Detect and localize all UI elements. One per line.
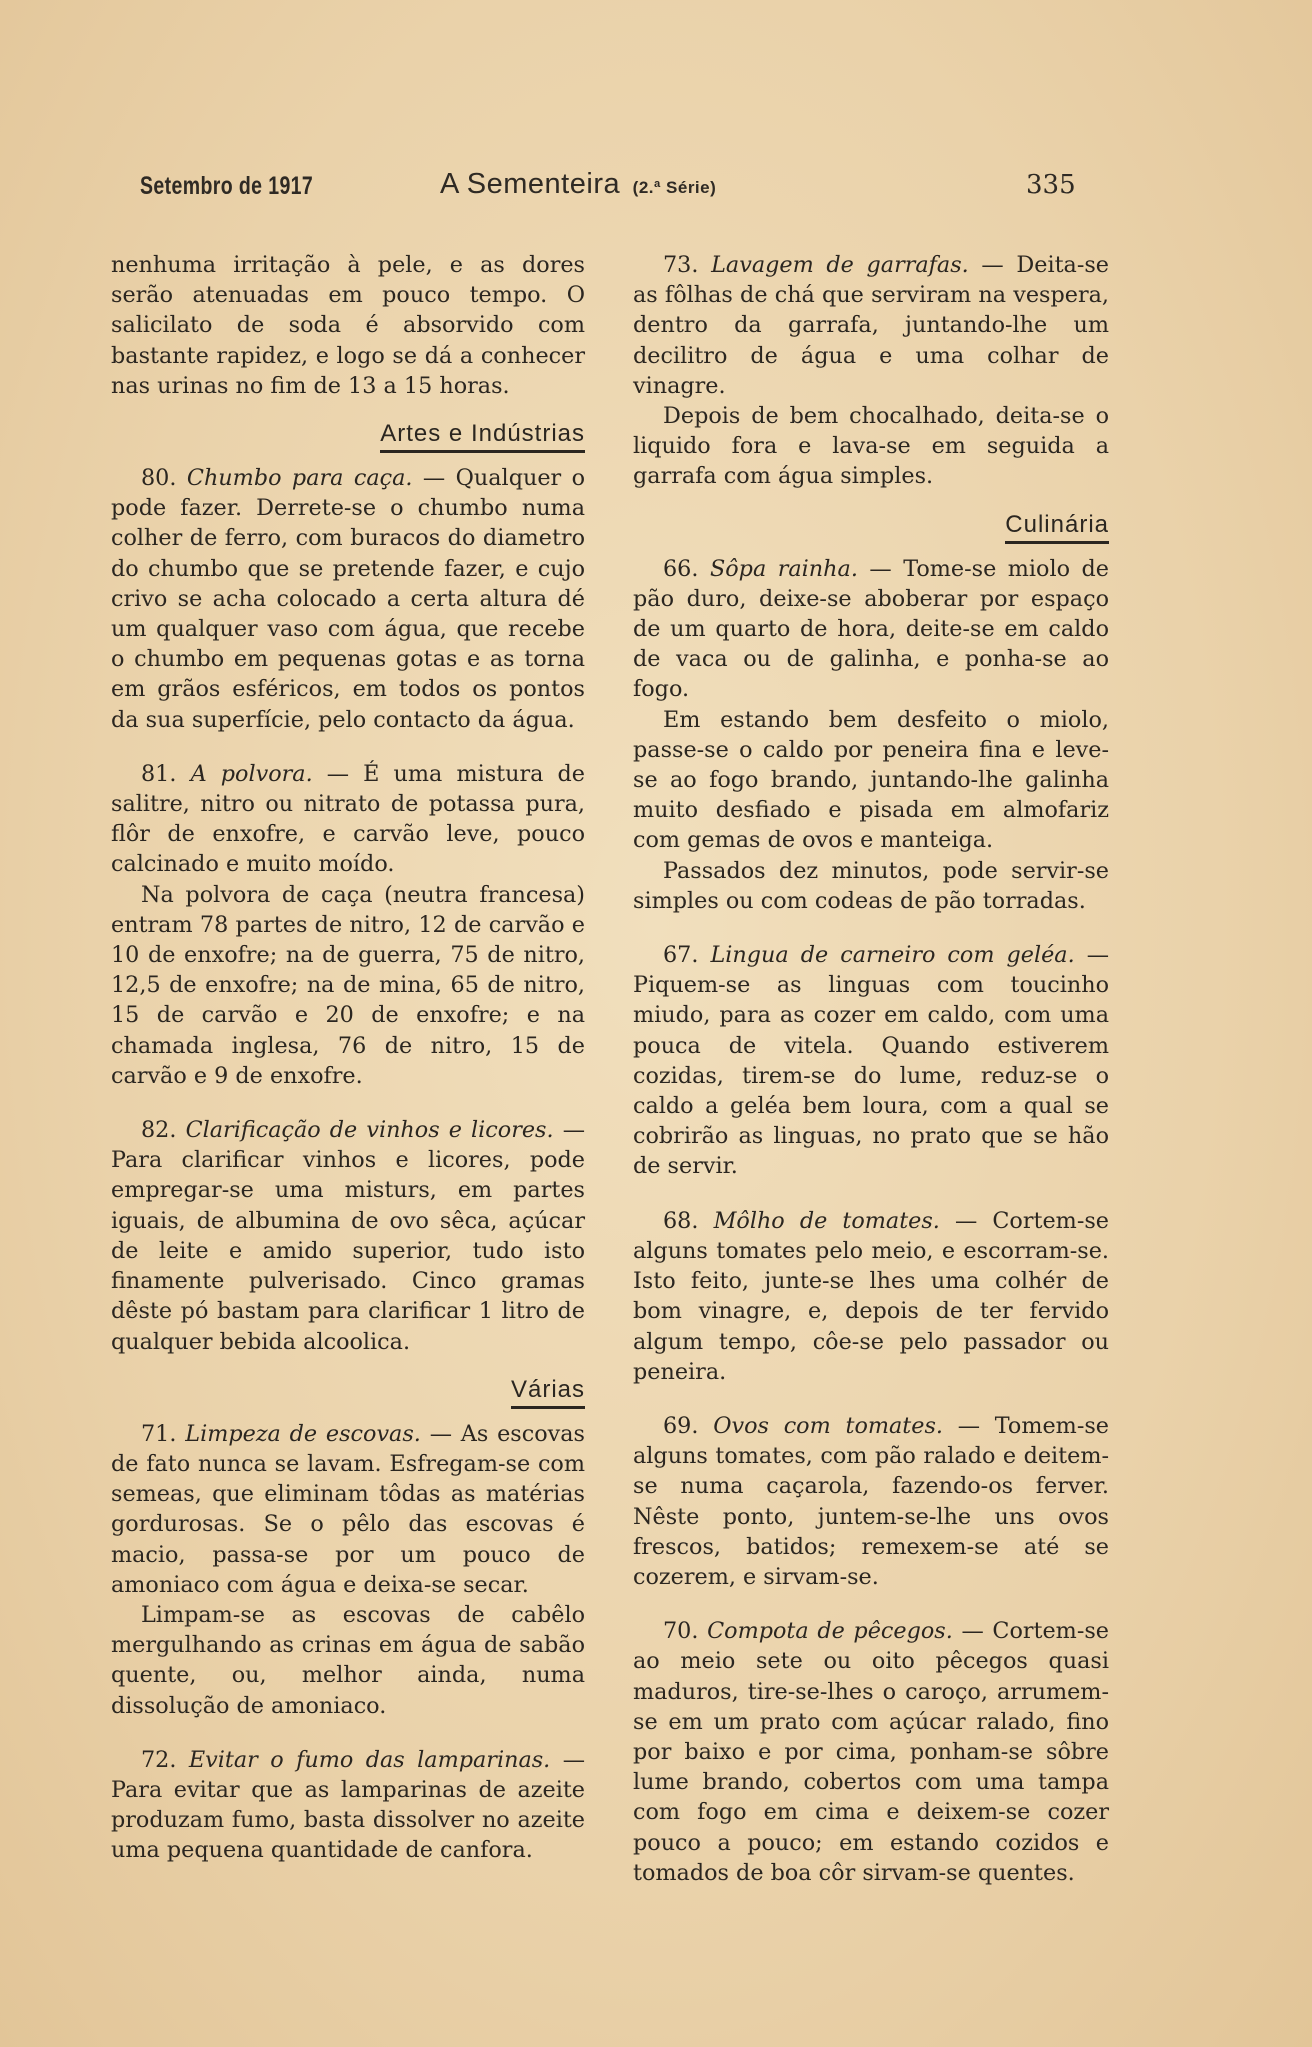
article-number: 68. xyxy=(663,1207,699,1234)
journal-series: (2.ª Série) xyxy=(632,178,717,197)
article-81-paragraph: Na polvora de caça (neutra francesa) entram 78 partes de nitro, 12 de carvão e 10 de enxofre; na de guerra, 75 de nitro, 12,5 de enxofre; na de mina, 65 de nitro, 15 de carvão e 20 de enxofre; e na chamada inglesa, 76 de nitro, 15 de carvão e 9 de enxofre. xyxy=(111,881,585,1089)
article-title: Ovos com tomates. xyxy=(713,1412,943,1439)
article-81 xyxy=(111,759,585,880)
journal-name: A Sementeira xyxy=(440,168,621,200)
article-80 xyxy=(111,463,585,735)
article-text: — Qualquer o pode fazer. Derrete-se o chumbo numa colher de ferro, com buracos do diametro do chumbo que se pretende fazer, e cujo crivo se acha colocado a certa altura dé um qualquer vaso com água, que recebe o chumbo em pequenas gotas e as torna em grãos esféricos, em todos os pontos da sua superfície, pelo contacto da água. xyxy=(111,465,586,733)
article-title: Evitar o fumo das lamparinas. xyxy=(188,1746,551,1773)
article-66-paragraph: Em estando bem desfeito o miolo, passe-se o caldo por peneira fina e leve-se ao fogo brando, juntando-lhe galinha muito desfiado e pisada em almofariz com gemas de ovos e manteiga. xyxy=(633,706,1109,854)
article-69 xyxy=(633,1411,1109,1592)
article-71 xyxy=(111,1419,585,1600)
article-text: — Tome-se miolo de pão duro, deixe-se aboberar por espaço de um quarto de hora, deite-se em caldo de vaca ou de galinha, e ponha-se ao fogo. xyxy=(633,555,1109,703)
section-heading-varias: Várias xyxy=(111,1375,585,1409)
article-73 xyxy=(633,250,1109,401)
article-70 xyxy=(633,1616,1109,1888)
article-number: 70. xyxy=(663,1618,699,1645)
article-71-paragraph: Limpam-se as escovas de cabêlo mergulhando as crinas em água de sabão quente, ou, melhor ainda, numa dissolução de amoniaco. xyxy=(111,1601,585,1719)
journal-title xyxy=(440,168,716,201)
article-text: — Para evitar que as lamparinas de azeite produzam fumo, basta dissolver no azeite uma pequena quantidade de canfora. xyxy=(111,1746,585,1864)
article-68 xyxy=(633,1206,1109,1387)
header-date: Setembro de 1917 xyxy=(140,172,314,200)
article-text: — Piquem-se as linguas com toucinho miudo, para as cozer em caldo, com uma pouca de vitela. Quando estiverem cozidas, tirem-se do lume, reduz-se o caldo a geléa bem loura, com a qual se cobrirão as linguas, no prato que se hão de servir. xyxy=(633,942,1109,1180)
article-title: Lavagem de garrafas. xyxy=(711,252,969,278)
intro-paragraph: nenhuma irritação à pele, e as dores serão atenuadas em pouco tempo. O salicilato de soda é absorvido com bastante rapidez, e logo se dá a conhecer nas urinas no fim de 13 a 15 horas. xyxy=(111,252,585,399)
article-text: — Cortem-se ao meio sete ou oito pêcegos quasi maduros, tire-se-lhes o caroço, arrumem-se em um prato com açúcar ralado, fino por baixo e por cima, ponham-se sôbre lume brando, cobertos com uma tampa com fogo em cima e deixem-se cozer pouco a pouco; em estando cozidos e tomados de boa côr sirvam-se quentes. xyxy=(633,1618,1109,1886)
article-text: — É uma mistura de salitre, nitro ou nitrato de potassa pura, flôr de enxofre, e carvão leve, pouco calcinado e muito moído. xyxy=(111,760,586,878)
article-number: 73. xyxy=(663,252,699,278)
article-73-paragraph: Depois de bem chocalhado, deita-se o liquido fora e lava-se em seguida a garrafa com água simples. xyxy=(633,403,1109,490)
article-67 xyxy=(633,940,1109,1182)
article-title: Lingua de carneiro com geléa. xyxy=(710,942,1075,969)
article-text: — Tomem-se alguns tomates, com pão ralado e deitem-se numa caçarola, fazendo-os ferver. Nêste ponto, juntem-se-lhe uns ovos frescos, batidos; remexem-se até se cozerem, e sirvam-se. xyxy=(633,1412,1110,1590)
article-title: Limpeza de escovas. xyxy=(185,1420,421,1447)
section-heading-artes: Artes e Indústrias xyxy=(111,419,585,453)
article-text: — Para clarificar vinhos e licores, pode empregar-se uma misturs, em partes iguais, de albumina de ovo sêca, açúcar de leite e amido superior, tudo isto finamente pulverisado. Cinco gramas dêste pó bastam para clarificar 1 litro de qualquer bebida alcoolica. xyxy=(111,1117,585,1355)
article-title: Sôpa rainha. xyxy=(709,555,858,582)
article-number: 81. xyxy=(141,760,177,787)
page-number: 335 xyxy=(1026,170,1076,200)
article-text: — Deita-se as fôlhas de chá que serviram na vespera, dentro da garrafa, juntando-lhe um decilitro de água e uma colhar de vinagre. xyxy=(633,252,1109,399)
article-title: Môlho de tomates. xyxy=(713,1207,940,1234)
article-title: A polvora. xyxy=(190,760,313,787)
article-72 xyxy=(111,1745,585,1866)
article-66-paragraph: Passados dez minutos, pode servir-se simples ou com codeas de pão torradas. xyxy=(633,857,1109,914)
article-title: Chumbo para caça. xyxy=(186,465,413,492)
article-number: 67. xyxy=(663,942,699,969)
article-title: Clarificação de vinhos e licores. xyxy=(185,1117,554,1144)
article-title: Compota de pêcegos. xyxy=(707,1618,953,1645)
article-text: — As escovas de fato nunca se lavam. Esfregam-se com semeas, que eliminam tôdas as matérias gordurosas. Se o pêlo das escovas é macio, passa-se por um pouco de amoniaco com água e deixa-se secar. xyxy=(111,1420,585,1598)
article-number: 66. xyxy=(663,555,699,582)
article-number: 80. xyxy=(141,465,177,492)
article-number: 82. xyxy=(141,1117,177,1144)
article-number: 69. xyxy=(663,1412,699,1439)
article-number: 72. xyxy=(141,1746,177,1773)
left-column xyxy=(111,250,585,1866)
page-header xyxy=(0,168,1312,208)
article-text: — Cortem-se alguns tomates pelo meio, e escorram-se. Isto feito, junte-se lhes uma colhér de bom vinagre, e, depois de ter fervido algum tempo, côe-se pelo passador ou peneira. xyxy=(633,1207,1109,1385)
section-heading-culinaria: Culinária xyxy=(633,510,1109,544)
article-number: 71. xyxy=(141,1420,177,1447)
article-66 xyxy=(633,554,1109,705)
right-column xyxy=(633,250,1109,1888)
article-82 xyxy=(111,1115,585,1357)
